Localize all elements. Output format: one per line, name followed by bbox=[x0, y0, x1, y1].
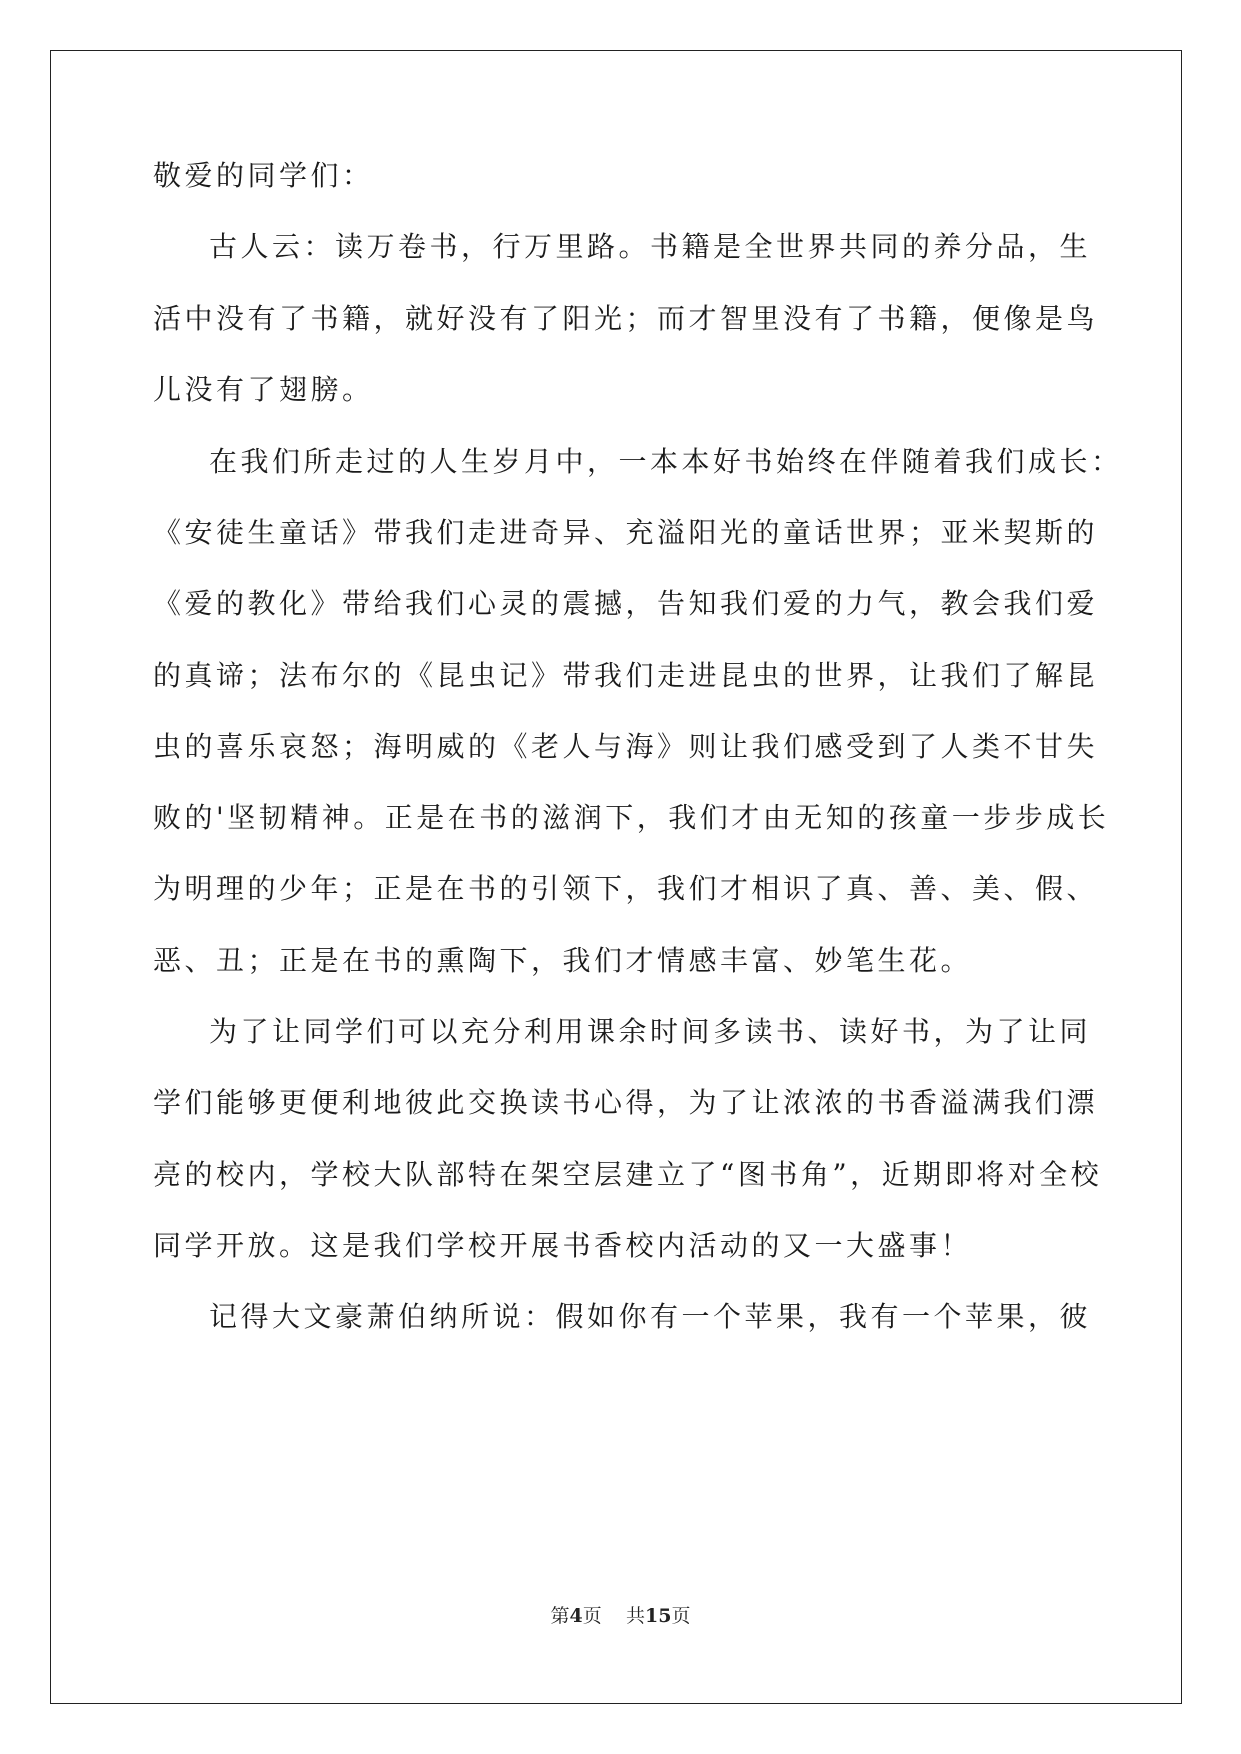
text-line: 虫的喜乐哀怒；海明威的《老人与海》则让我们感受到了人类不甘失 bbox=[153, 730, 1099, 763]
text-line: 的真谛；法布尔的《昆虫记》带我们走进昆虫的世界，让我们了解昆 bbox=[153, 659, 1099, 692]
page-footer bbox=[0, 1604, 1241, 1628]
text-line: 在我们所走过的人生岁月中，一本本好书始终在伴随着我们成长： bbox=[209, 445, 1123, 478]
text-line: 为了让同学们可以充分利用课余时间多读书、读好书，为了让同 bbox=[209, 1015, 1092, 1048]
text-line: 活中没有了书籍，就好没有了阳光；而才智里没有了书籍，便像是鸟 bbox=[153, 302, 1099, 335]
text-line: 为明理的少年；正是在书的引领下，我们才相识了真、善、美、假、 bbox=[153, 872, 1099, 905]
page-total-label: 共15页 bbox=[625, 1605, 691, 1627]
text-line: 儿没有了翅膀。 bbox=[153, 373, 374, 406]
text-line: 敬爱的同学们： bbox=[153, 159, 374, 192]
text-line: 记得大文豪萧伯纳所说：假如你有一个苹果，我有一个苹果，彼 bbox=[209, 1300, 1092, 1333]
page-number-label: 第4页 bbox=[550, 1605, 602, 1627]
text-line: 《安徒生童话》带我们走进奇异、充溢阳光的童话世界；亚米契斯的 bbox=[153, 516, 1099, 549]
text-line: 败的'坚韧精神。正是在书的滋润下，我们才由无知的孩童一步步成长 bbox=[153, 801, 1110, 834]
text-line: 同学开放。这是我们学校开展书香校内活动的又一大盛事！ bbox=[153, 1229, 973, 1262]
text-line: 亮的校内，学校大队部特在架空层建立了“图书角”，近期即将对全校 bbox=[153, 1158, 1103, 1191]
text-line: 《爱的教化》带给我们心灵的震撼，告知我们爱的力气，教会我们爱 bbox=[153, 587, 1099, 620]
text-line: 古人云：读万卷书，行万里路。书籍是全世界共同的养分品，生 bbox=[209, 230, 1092, 263]
page-total: 15 bbox=[644, 1605, 672, 1627]
text-line: 恶、丑；正是在书的熏陶下，我们才情感丰富、妙笔生花。 bbox=[153, 944, 973, 977]
page-number: 4 bbox=[569, 1605, 583, 1627]
text-line: 学们能够更便利地彼此交换读书心得，为了让浓浓的书香溢满我们漂 bbox=[153, 1086, 1099, 1119]
